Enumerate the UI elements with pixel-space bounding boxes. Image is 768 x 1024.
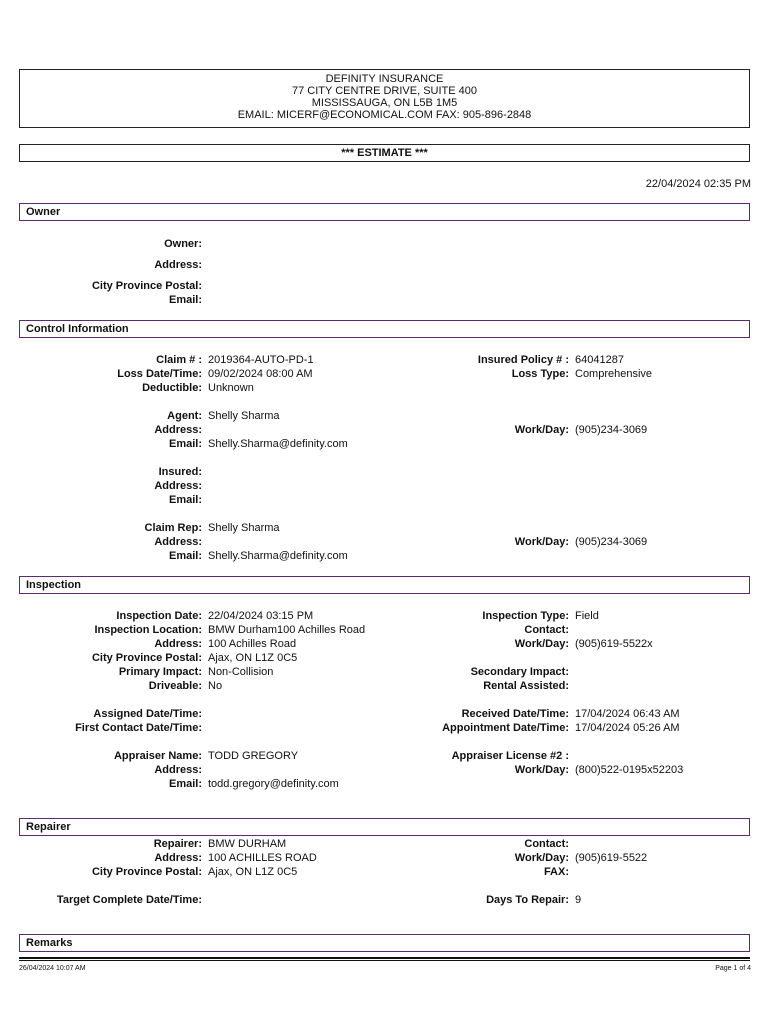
agent-address-row xyxy=(0,423,768,437)
estimate-timestamp: 22/04/2024 02:35 PM xyxy=(645,178,751,190)
driveable-row xyxy=(0,679,768,693)
primary-impact-label: Primary Impact: xyxy=(118,666,202,678)
days-to-repair-label: Days To Repair: xyxy=(486,894,569,906)
loss-date-row xyxy=(0,367,768,381)
inspection-date-row xyxy=(0,609,768,623)
footer-print-date: 26/04/2024 10:07 AM xyxy=(19,965,86,972)
inspection-date-label: Inspection Date: xyxy=(116,610,202,622)
claim-rep-row xyxy=(0,521,768,535)
inspection-address-value: 100 Achilles Road xyxy=(208,638,297,650)
loss-type-value: Comprehensive xyxy=(575,368,653,380)
received-value: 17/04/2024 06:43 AM xyxy=(575,708,680,720)
repairer-work-label: Work/Day: xyxy=(514,852,569,864)
repairer-work-value: (905)619-5522 xyxy=(575,852,648,864)
days-to-repair-value: 9 xyxy=(575,894,582,906)
section-repairer: Repairer xyxy=(19,818,750,836)
section-inspection: Inspection xyxy=(19,576,750,594)
company-name: DEFINITY INSURANCE xyxy=(325,73,444,85)
deductible-value: Unknown xyxy=(208,382,254,394)
appraiser-label: Appraiser Name: xyxy=(113,750,202,762)
insured-row xyxy=(0,465,768,479)
primary-impact-row xyxy=(0,665,768,679)
inspection-type-label: Inspection Type: xyxy=(482,610,569,622)
loss-date-label: Loss Date/Time: xyxy=(117,368,202,380)
repairer-address-value: 100 ACHILLES ROAD xyxy=(208,852,317,864)
estimate-title: *** ESTIMATE *** xyxy=(19,144,750,162)
inspection-address-row xyxy=(0,637,768,651)
driveable-value: No xyxy=(208,680,223,692)
claim-rep-work-label: Work/Day: xyxy=(514,536,569,548)
company-header xyxy=(19,69,750,128)
inspection-date-value: 22/04/2024 03:15 PM xyxy=(208,610,314,622)
claim-rep-address-label: Address: xyxy=(154,536,202,548)
agent-address-label: Address: xyxy=(154,424,202,436)
insured-address-row xyxy=(0,479,768,493)
assigned-label: Assigned Date/Time: xyxy=(93,708,202,720)
claim-value: 2019364-AUTO-PD-1 xyxy=(208,354,314,366)
inspection-work-label: Work/Day: xyxy=(514,638,569,650)
inspection-location-row xyxy=(0,623,768,637)
agent-email-row xyxy=(0,437,768,451)
loss-type-label: Loss Type: xyxy=(511,368,569,380)
footer-page-number: Page 1 of 4 xyxy=(715,965,751,972)
claim-rep-value: Shelly Sharma xyxy=(208,522,280,534)
inspection-location-value: BMW Durham100 Achilles Road xyxy=(208,624,366,636)
repairer-contact-label: Contact: xyxy=(524,838,569,850)
appraiser-license-label: Appraiser License #2 : xyxy=(451,750,569,762)
rental-assisted-label: Rental Assisted: xyxy=(483,680,569,692)
appraiser-email-label: Email: xyxy=(168,778,202,790)
repairer-value: BMW DURHAM xyxy=(208,838,287,850)
appraiser-work-label: Work/Day: xyxy=(514,764,569,776)
appraiser-email-row xyxy=(0,777,768,791)
repairer-city-value: Ajax, ON L1Z 0C5 xyxy=(208,866,298,878)
target-complete-row xyxy=(0,893,768,907)
owner-city-row xyxy=(0,279,768,293)
footer-divider xyxy=(19,957,750,959)
inspection-address-label: Address: xyxy=(154,638,202,650)
assigned-row xyxy=(0,707,768,721)
company-street: 77 CITY CENTRE DRIVE, SUITE 400 xyxy=(291,85,478,97)
loss-date-value: 09/02/2024 08:00 AM xyxy=(208,368,313,380)
inspection-contact-label: Contact: xyxy=(524,624,569,636)
appraiser-value: TODD GREGORY xyxy=(208,750,299,762)
agent-row xyxy=(0,409,768,423)
company-city: MISSISSAUGA, ON L5B 1M5 xyxy=(311,97,458,109)
inspection-type-value: Field xyxy=(575,610,599,622)
claim-rep-address-row xyxy=(0,535,768,549)
inspection-city-value: Ajax, ON L1Z 0C5 xyxy=(208,652,298,664)
claim-rep-label: Claim Rep: xyxy=(144,522,202,534)
secondary-impact-label: Secondary Impact: xyxy=(470,666,569,678)
claim-rep-email-row xyxy=(0,549,768,563)
section-remarks: Remarks xyxy=(19,934,750,952)
claim-rep-email-label: Email: xyxy=(168,550,202,562)
owner-email-row xyxy=(0,293,768,307)
received-label: Received Date/Time: xyxy=(461,708,569,720)
footer-divider-thin xyxy=(19,960,750,961)
appointment-label: Appointment Date/Time: xyxy=(442,722,569,734)
repairer-address-label: Address: xyxy=(154,852,202,864)
repairer-label: Repairer: xyxy=(153,838,202,850)
agent-email-value: Shelly.Sharma@definity.com xyxy=(208,438,348,450)
policy-value: 64041287 xyxy=(575,354,624,366)
driveable-label: Driveable: xyxy=(148,680,202,692)
inspection-work-value: (905)619-5522x xyxy=(575,638,653,650)
insured-email-label: Email: xyxy=(168,494,202,506)
agent-work-value: (905)234-3069 xyxy=(575,424,648,436)
repairer-fax-label: FAX: xyxy=(543,866,569,878)
claim-rep-email-value: Shelly.Sharma@definity.com xyxy=(208,550,348,562)
section-owner: Owner xyxy=(19,203,750,221)
agent-email-label: Email: xyxy=(168,438,202,450)
deductible-label: Deductible: xyxy=(142,382,202,394)
appraiser-email-value: todd.gregory@definity.com xyxy=(208,778,339,790)
owner-email-label: Email: xyxy=(168,294,202,306)
insured-address-label: Address: xyxy=(154,480,202,492)
claim-rep-work-value: (905)234-3069 xyxy=(575,536,648,548)
policy-label: Insured Policy # : xyxy=(477,354,569,366)
owner-address-row xyxy=(0,258,768,272)
repairer-city-label: City Province Postal: xyxy=(91,866,202,878)
repairer-row xyxy=(0,837,768,851)
inspection-location-label: Inspection Location: xyxy=(94,624,202,636)
insured-label: Insured: xyxy=(158,466,202,478)
appraiser-address-label: Address: xyxy=(154,764,202,776)
primary-impact-value: Non-Collision xyxy=(208,666,274,678)
repairer-address-row xyxy=(0,851,768,865)
target-complete-label: Target Complete Date/Time: xyxy=(56,894,202,906)
repairer-city-row xyxy=(0,865,768,879)
inspection-city-label: City Province Postal: xyxy=(91,652,202,664)
claim-row xyxy=(0,353,768,367)
owner-city-label: City Province Postal: xyxy=(91,280,202,292)
deductible-row xyxy=(0,381,768,395)
insured-email-row xyxy=(0,493,768,507)
owner-label: Owner: xyxy=(164,238,202,250)
agent-value: Shelly Sharma xyxy=(208,410,280,422)
first-contact-label: First Contact Date/Time: xyxy=(75,722,202,734)
first-contact-row xyxy=(0,721,768,735)
section-control-information: Control Information xyxy=(19,320,750,338)
inspection-city-row xyxy=(0,651,768,665)
agent-work-label: Work/Day: xyxy=(514,424,569,436)
owner-row xyxy=(0,237,768,251)
appraiser-address-row xyxy=(0,763,768,777)
appraiser-work-value: (800)522-0195x52203 xyxy=(575,764,684,776)
appraiser-row xyxy=(0,749,768,763)
owner-address-label: Address: xyxy=(154,259,202,271)
appointment-value: 17/04/2024 05:26 AM xyxy=(575,722,680,734)
agent-label: Agent: xyxy=(167,410,202,422)
claim-label: Claim # : xyxy=(156,354,202,366)
company-contact: EMAIL: MICERF@ECONOMICAL.COM FAX: 905-896-2848 xyxy=(237,109,532,121)
